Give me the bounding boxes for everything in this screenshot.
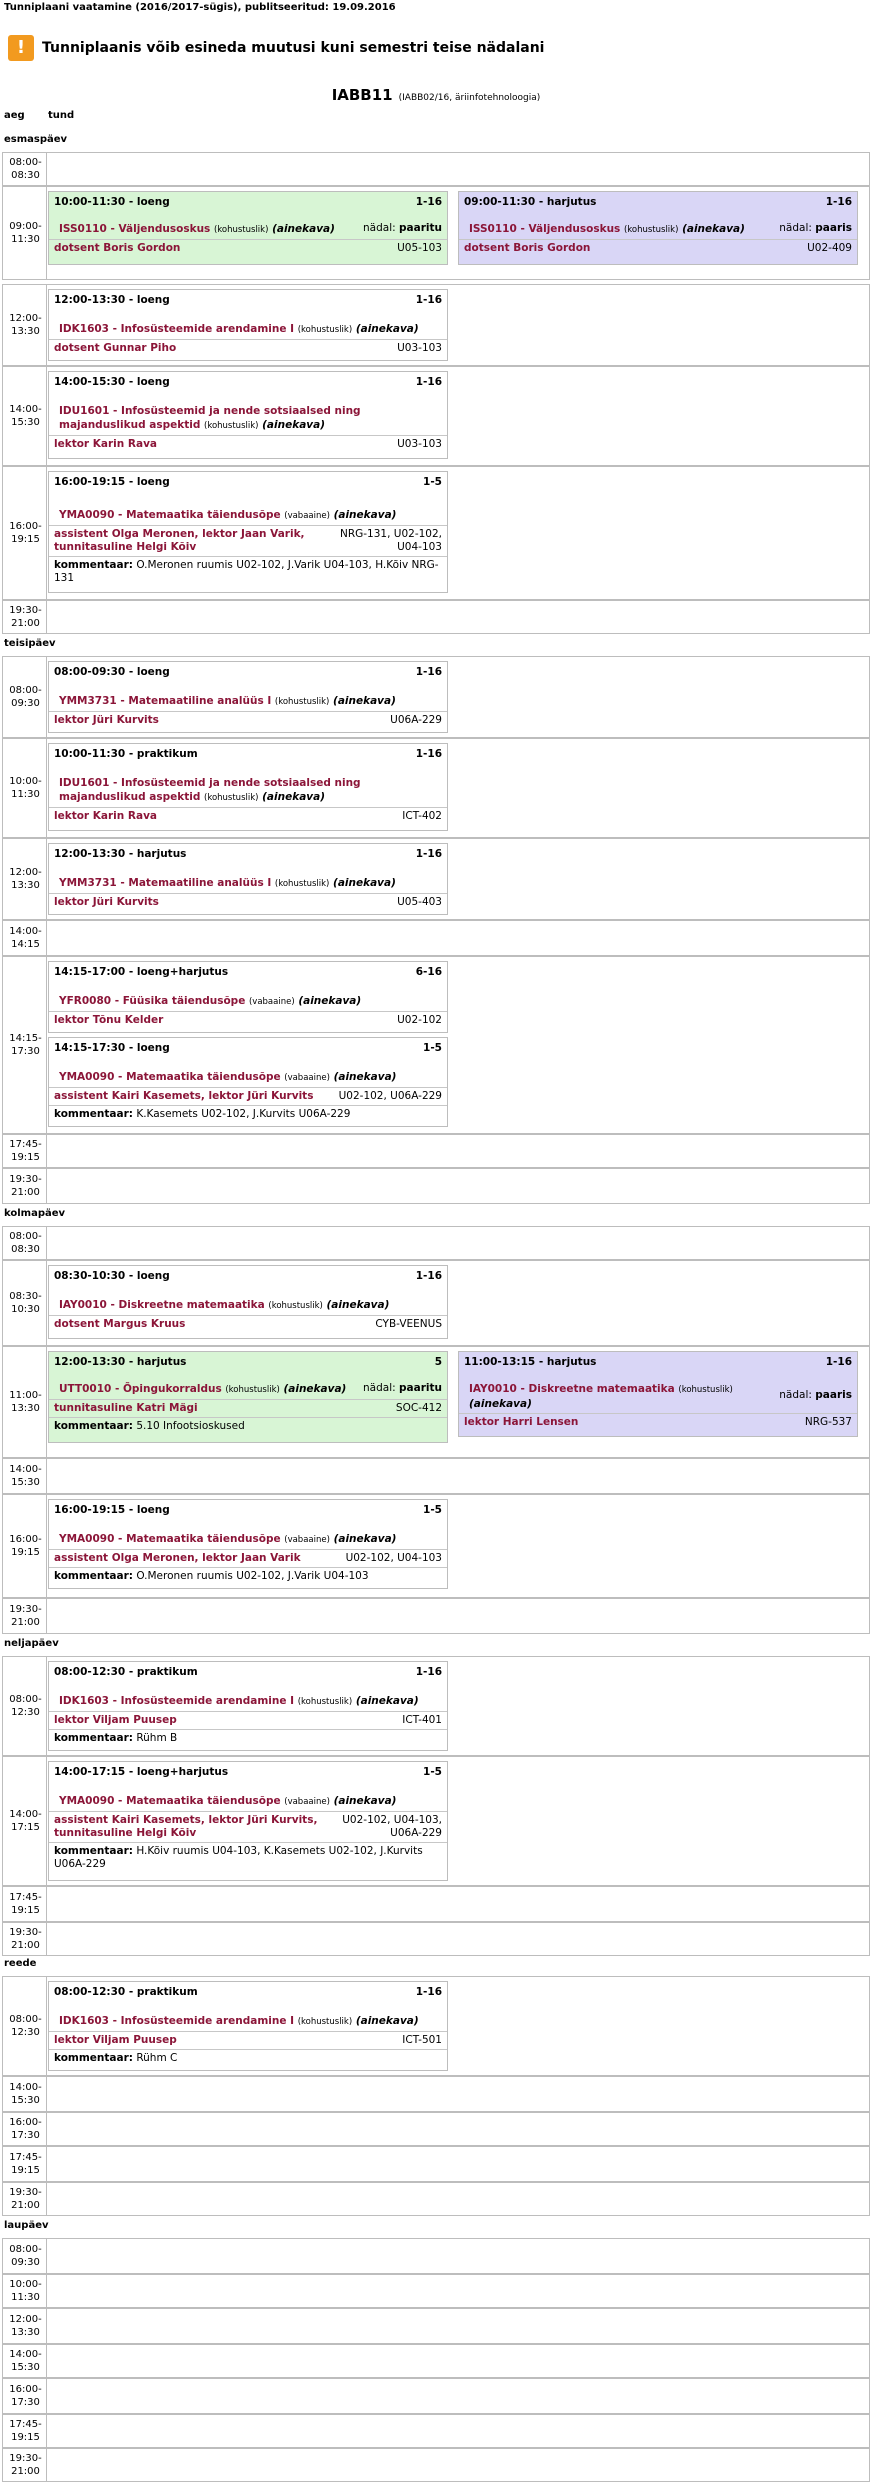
table-row xyxy=(2,956,870,1134)
col-header-time: aeg xyxy=(4,110,25,121)
lesson-card[interactable]: 14:15-17:00 - loeng+harjutus 6-16 YFR0080 - Füüsika täiendusõpe (vabaaine) (ainekava) lektor Tõnu Kelder U02-102 xyxy=(48,961,448,1033)
table-row xyxy=(2,1458,870,1494)
day-header-friday: reede xyxy=(4,1958,37,1969)
time-cell: 08:00- 09:30 xyxy=(5,2239,47,2273)
time-cell: 08:00- 09:30 xyxy=(5,657,47,737)
table-row xyxy=(2,2112,870,2146)
warning-icon: ! xyxy=(8,35,34,61)
time-cell: 19:30- 21:00 xyxy=(5,1923,47,1955)
lesson-card[interactable]: 09:00-11:30 - harjutus 1-16 ISS0110 - Väljendusoskus (kohustuslik) (ainekava) nädal: paaris dotsent Boris Gordon U02-409 xyxy=(458,191,858,265)
publication-line: Tunniplaani vaatamine (2016/2017-sügis), publitseeritud: 19.09.2016 xyxy=(4,2,396,13)
lesson-card[interactable]: 10:00-11:30 - loeng 1-16 ISS0110 - Väljendusoskus (kohustuslik) (ainekava) nädal: paaritu dotsent Boris Gordon U05-103 xyxy=(48,191,448,265)
page-title xyxy=(0,86,872,104)
lesson-card[interactable]: 12:00-13:30 - loeng 1-16 IDK1603 - Infosüsteemide arendamine I (kohustuslik) (ainekava) dotsent Gunnar Piho U03-103 xyxy=(48,289,448,361)
lesson-card[interactable]: 14:00-15:30 - loeng 1-16 IDU1601 - Infosüsteemid ja nende sotsiaalsed ning majanduslikud aspektid (kohustuslik) (ainekava) lektor Karin Rava U03-103 xyxy=(48,371,448,459)
lesson-card[interactable]: 08:00-12:30 - praktikum 1-16 IDK1603 - Infosüsteemide arendamine I (kohustuslik) (ainekava) lektor Viljam Puusep ICT-501 kommentaar: Rühm C xyxy=(48,1981,448,2071)
group-code: IABB11 xyxy=(331,86,393,104)
table-row xyxy=(2,1260,870,1346)
col-header-lesson: tund xyxy=(48,110,75,121)
table-row xyxy=(2,1598,870,1634)
table-row xyxy=(2,1168,870,1204)
table-row xyxy=(2,2378,870,2414)
lesson-card[interactable]: 12:00-13:30 - harjutus 1-16 YMM3731 - Matemaatiline analüüs I (kohustuslik) (ainekava) lektor Jüri Kurvits U05-403 xyxy=(48,843,448,915)
day-header-thursday: neljapäev xyxy=(4,1638,59,1649)
time-cell: 17:45- 19:15 xyxy=(5,1135,47,1167)
lesson-card[interactable]: 11:00-13:15 - harjutus 1-16 IAY0010 - Diskreetne matemaatika (kohustuslik) (ainekava) nädal: paaris lektor Harri Lensen NRG-537 xyxy=(458,1351,858,1437)
table-row xyxy=(2,1886,870,1922)
lesson-card[interactable]: 12:00-13:30 - harjutus 5 UTT0010 - Õpingukorraldus (kohustuslik) (ainekava) nädal: paaritu tunnitasuline Katri Mägi SOC-412 kommentaar: 5.10 Infootsioskused xyxy=(48,1351,448,1443)
time-cell: 08:00- 12:30 xyxy=(5,1977,47,2075)
table-row xyxy=(2,2182,870,2216)
lesson-card[interactable]: 14:15-17:30 - loeng 1-5 YMA0090 - Matemaatika täiendusõpe (vabaaine) (ainekava) assistent Kairi Kasemets, lektor Jüri Kurvits U02-102, U06A-229 kommentaar: K.Kasemets U02-102, J.Kurvits U06A-229 xyxy=(48,1037,448,1127)
table-row xyxy=(2,466,870,600)
table-row xyxy=(2,2448,870,2482)
table-row xyxy=(2,1346,870,1458)
time-cell: 16:00- 17:30 xyxy=(5,2113,47,2145)
time-cell: 14:00- 17:15 xyxy=(5,1757,47,1885)
time-cell: 08:00- 12:30 xyxy=(5,1657,47,1755)
time-cell: 14:00- 15:30 xyxy=(5,2345,47,2377)
table-row xyxy=(2,2076,870,2112)
table-row xyxy=(2,1656,870,1756)
table-row xyxy=(2,656,870,738)
day-header-saturday: laupäev xyxy=(4,2220,49,2231)
time-cell: 19:30- 21:00 xyxy=(5,1599,47,1633)
time-cell: 12:00- 13:30 xyxy=(5,839,47,919)
table-row xyxy=(2,838,870,920)
table-row xyxy=(2,1976,870,2076)
table-row xyxy=(2,1756,870,1886)
time-cell: 14:15- 17:30 xyxy=(5,957,47,1133)
table-row xyxy=(2,600,870,634)
day-header-tuesday: teisipäev xyxy=(4,638,56,649)
time-cell: 19:30- 21:00 xyxy=(5,1169,47,1203)
table-row xyxy=(2,2146,870,2182)
time-cell: 11:00- 13:30 xyxy=(5,1347,47,1457)
group-subtitle: (IABB02/16, äriinfotehnoloogia) xyxy=(398,93,541,103)
table-row xyxy=(2,1922,870,1956)
time-cell: 19:30- 21:00 xyxy=(5,2183,47,2215)
time-cell: 08:00- 08:30 xyxy=(5,1227,47,1259)
lesson-card[interactable]: 16:00-19:15 - loeng 1-5 YMA0090 - Matemaatika täiendusõpe (vabaaine) (ainekava) assistent Olga Meronen, lektor Jaan Varik U02-102, U04-103 kommentaar: O.Meronen ruumis U02-102, J.Varik U04-103 xyxy=(48,1499,448,1589)
table-row xyxy=(2,2344,870,2378)
table-row xyxy=(2,1134,870,1168)
time-cell: 17:45- 19:15 xyxy=(5,2415,47,2447)
table-row xyxy=(2,152,870,186)
time-cell: 16:00- 19:15 xyxy=(5,1495,47,1597)
table-row xyxy=(2,366,870,466)
table-row xyxy=(2,1494,870,1598)
time-cell: 14:00- 15:30 xyxy=(5,367,47,465)
lesson-card[interactable]: 08:30-10:30 - loeng 1-16 IAY0010 - Diskreetne matemaatika (kohustuslik) (ainekava) dotsent Margus Kruus CYB-VEENUS xyxy=(48,1265,448,1339)
time-cell: 14:00- 15:30 xyxy=(5,1459,47,1493)
warning-text: Tunniplaanis võib esineda muutusi kuni semestri teise nädalani xyxy=(42,40,545,56)
lesson-card[interactable]: 16:00-19:15 - loeng 1-5 YMA0090 - Matemaatika täiendusõpe (vabaaine) (ainekava) assistent Olga Meronen, lektor Jaan Varik, tunnitasuline Helgi Kõiv NRG-131, U02-102, U04-103 kommentaar: O.Meronen ruumis U02-102, J.Varik U04-103, H.Kõiv NRG-131 xyxy=(48,471,448,593)
lesson-card[interactable]: 08:00-12:30 - praktikum 1-16 IDK1603 - Infosüsteemide arendamine I (kohustuslik) (ainekava) lektor Viljam Puusep ICT-401 kommentaar: Rühm B xyxy=(48,1661,448,1751)
time-cell: 10:00- 11:30 xyxy=(5,739,47,837)
table-row xyxy=(2,2274,870,2308)
time-cell: 08:00- 08:30 xyxy=(5,153,47,185)
time-cell: 17:45- 19:15 xyxy=(5,1887,47,1921)
time-cell: 12:00- 13:30 xyxy=(5,285,47,365)
time-cell: 08:30- 10:30 xyxy=(5,1261,47,1345)
table-row xyxy=(2,920,870,956)
table-row xyxy=(2,1226,870,1260)
lesson-card[interactable]: 14:00-17:15 - loeng+harjutus 1-5 YMA0090 - Matemaatika täiendusõpe (vabaaine) (ainekava) assistent Kairi Kasemets, lektor Jüri Kurvits, tunnitasuline Helgi Kõiv U02-102, U04-103, U06A-229 kommentaar: H.Kõiv ruumis U04-103, K.Kasemets U02-102, J.Kurvits U06A-229 xyxy=(48,1761,448,1881)
table-row xyxy=(2,186,870,280)
warning-banner xyxy=(8,33,544,63)
day-header-monday: esmaspäev xyxy=(4,134,68,145)
time-cell: 10:00- 11:30 xyxy=(5,2275,47,2307)
table-row xyxy=(2,2238,870,2274)
time-cell: 16:00- 17:30 xyxy=(5,2379,47,2413)
time-cell: 14:00- 14:15 xyxy=(5,921,47,955)
table-row xyxy=(2,2414,870,2448)
time-cell: 19:30- 21:00 xyxy=(5,2449,47,2481)
table-row xyxy=(2,738,870,838)
lesson-card[interactable]: 10:00-11:30 - praktikum 1-16 IDU1601 - Infosüsteemid ja nende sotsiaalsed ning majanduslikud aspektid (kohustuslik) (ainekava) lektor Karin Rava ICT-402 xyxy=(48,743,448,831)
time-cell: 19:30- 21:00 xyxy=(5,601,47,633)
time-cell: 17:45- 19:15 xyxy=(5,2147,47,2181)
time-cell: 16:00- 19:15 xyxy=(5,467,47,599)
time-cell: 14:00- 15:30 xyxy=(5,2077,47,2111)
time-cell: 09:00- 11:30 xyxy=(5,187,47,279)
table-row xyxy=(2,2308,870,2344)
day-header-wednesday: kolmapäev xyxy=(4,1208,66,1219)
time-cell: 12:00- 13:30 xyxy=(5,2309,47,2343)
lesson-card[interactable]: 08:00-09:30 - loeng 1-16 YMM3731 - Matemaatiline analüüs I (kohustuslik) (ainekava) lektor Jüri Kurvits U06A-229 xyxy=(48,661,448,733)
table-row xyxy=(2,284,870,366)
